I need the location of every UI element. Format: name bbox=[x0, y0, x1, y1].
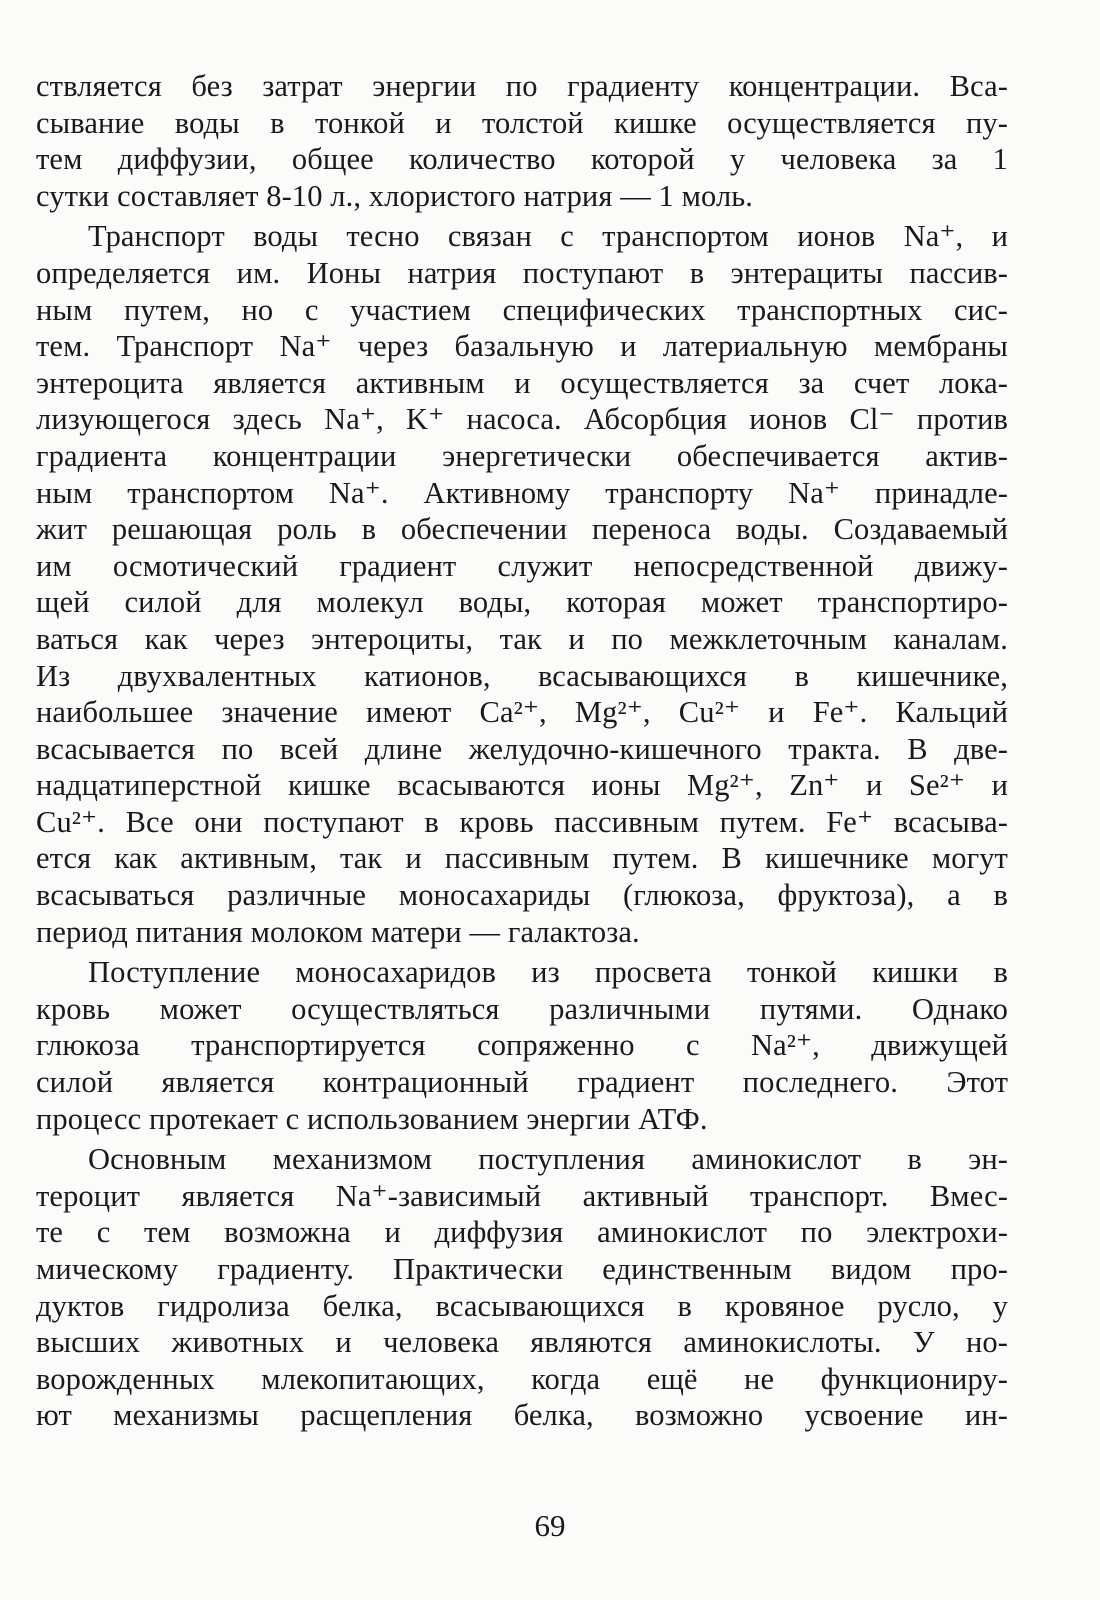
text-line: тероцит является Na⁺-зависимый активный транспорт. Вмес- bbox=[36, 1178, 1008, 1213]
text-line: сывание воды в тонкой и толстой кишке осуществляется пу- bbox=[36, 105, 1008, 140]
text-line: жит решающая роль в обеспечении переноса воды. Создаваемый bbox=[36, 512, 1008, 547]
text-line: мическому градиенту. Практически единственным видом про- bbox=[36, 1252, 1008, 1286]
text-line: ют механизмы расщепления белка, возможно усвоение ин- bbox=[36, 1398, 1008, 1433]
page-number: 69 bbox=[534, 1508, 566, 1543]
text-line: градиента концентрации энергетически обеспечивается актив- bbox=[36, 438, 1008, 473]
text-line: Cu²⁺. Все они поступают в кровь пассивным путем. Fe⁺ всасыва- bbox=[36, 804, 1008, 839]
text-line: процесс протекает с использованием энергии АТФ. bbox=[36, 1101, 708, 1136]
text-line: Основным механизмом поступления аминокислот в эн- bbox=[88, 1142, 1008, 1177]
text-line: ворожденных млекопитающих, когда ещё не функциониру- bbox=[36, 1361, 1008, 1396]
paragraph-3 bbox=[36, 954, 1008, 1137]
text-line: всасываться различные моносахариды (глюкоза, фруктоза), а в bbox=[36, 878, 1008, 913]
text-line: те с тем возможна и диффузия аминокислот по электрохи- bbox=[36, 1215, 1008, 1250]
text-line: энтероцита является активным и осуществляется за счет лока- bbox=[36, 365, 1008, 400]
text-line: ным путем, но с участием специфических транспортных сис- bbox=[36, 292, 1008, 327]
text-line: силой является контрационный градиент последнего. Этот bbox=[36, 1065, 1008, 1100]
text-line: период питания молоком матери — галактоза. bbox=[36, 914, 640, 949]
text-line: кровь может осуществляться различными путями. Однако bbox=[36, 991, 1008, 1026]
text-line: определяется им. Ионы натрия поступают в энтерациты пассив- bbox=[36, 255, 1008, 290]
text-line: ется как активным, так и пассивным путем. В кишечнике могут bbox=[36, 841, 1008, 876]
text-line: высших животных и человека являются аминокислоты. У но- bbox=[36, 1325, 1008, 1360]
text-line: тем диффузии, общее количество которой у человека за 1 bbox=[36, 142, 1008, 177]
text-line: тем. Транспорт Na⁺ через базальную и латериальную мембраны bbox=[36, 329, 1008, 364]
body-text bbox=[36, 68, 1008, 1438]
text-line: щей силой для молекул воды, которая может транспортиро- bbox=[36, 585, 1008, 620]
paragraph-2 bbox=[36, 218, 1008, 950]
text-line: лизующегося здесь Na⁺, K⁺ насоса. Абсорбция ионов Cl⁻ против bbox=[36, 402, 1008, 437]
text-line: ваться как через энтероциты, так и по межклеточным каналам. bbox=[36, 621, 1008, 656]
text-line: ствляется без затрат энергии по градиенту концентрации. Вса- bbox=[36, 69, 1008, 103]
text-line: глюкоза транспортируется сопряженно с Na²⁺, движущей bbox=[36, 1028, 1008, 1063]
text-line: сутки составляет 8-10 л., хлористого натрия — 1 моль. bbox=[36, 178, 754, 213]
text-line: Поступление моносахаридов из просвета тонкой кишки в bbox=[88, 955, 1008, 990]
text-line: дуктов гидролиза белка, всасывающихся в кровяное русло, у bbox=[36, 1288, 1008, 1323]
paragraph-1 bbox=[36, 68, 1008, 214]
paragraph-4 bbox=[36, 1141, 1008, 1434]
text-line: всасывается по всей длине желудочно-кишечного тракта. В две- bbox=[36, 731, 1008, 766]
text-line: им осмотический градиент служит непосредственной движу- bbox=[36, 548, 1008, 583]
text-line: Из двухвалентных катионов, всасывающихся в кишечнике, bbox=[36, 658, 1008, 693]
text-line: Транспорт воды тесно связан с транспортом ионов Na⁺, и bbox=[88, 219, 1008, 254]
text-line: наибольшее значение имеют Ca²⁺, Mg²⁺, Cu²⁺ и Fe⁺. Кальций bbox=[36, 695, 1008, 730]
text-line: ным транспортом Na⁺. Активному транспорту Na⁺ принадле- bbox=[36, 475, 1008, 510]
text-line: надцатиперстной кишке всасываются ионы Mg²⁺, Zn⁺ и Se²⁺ и bbox=[36, 768, 1008, 803]
